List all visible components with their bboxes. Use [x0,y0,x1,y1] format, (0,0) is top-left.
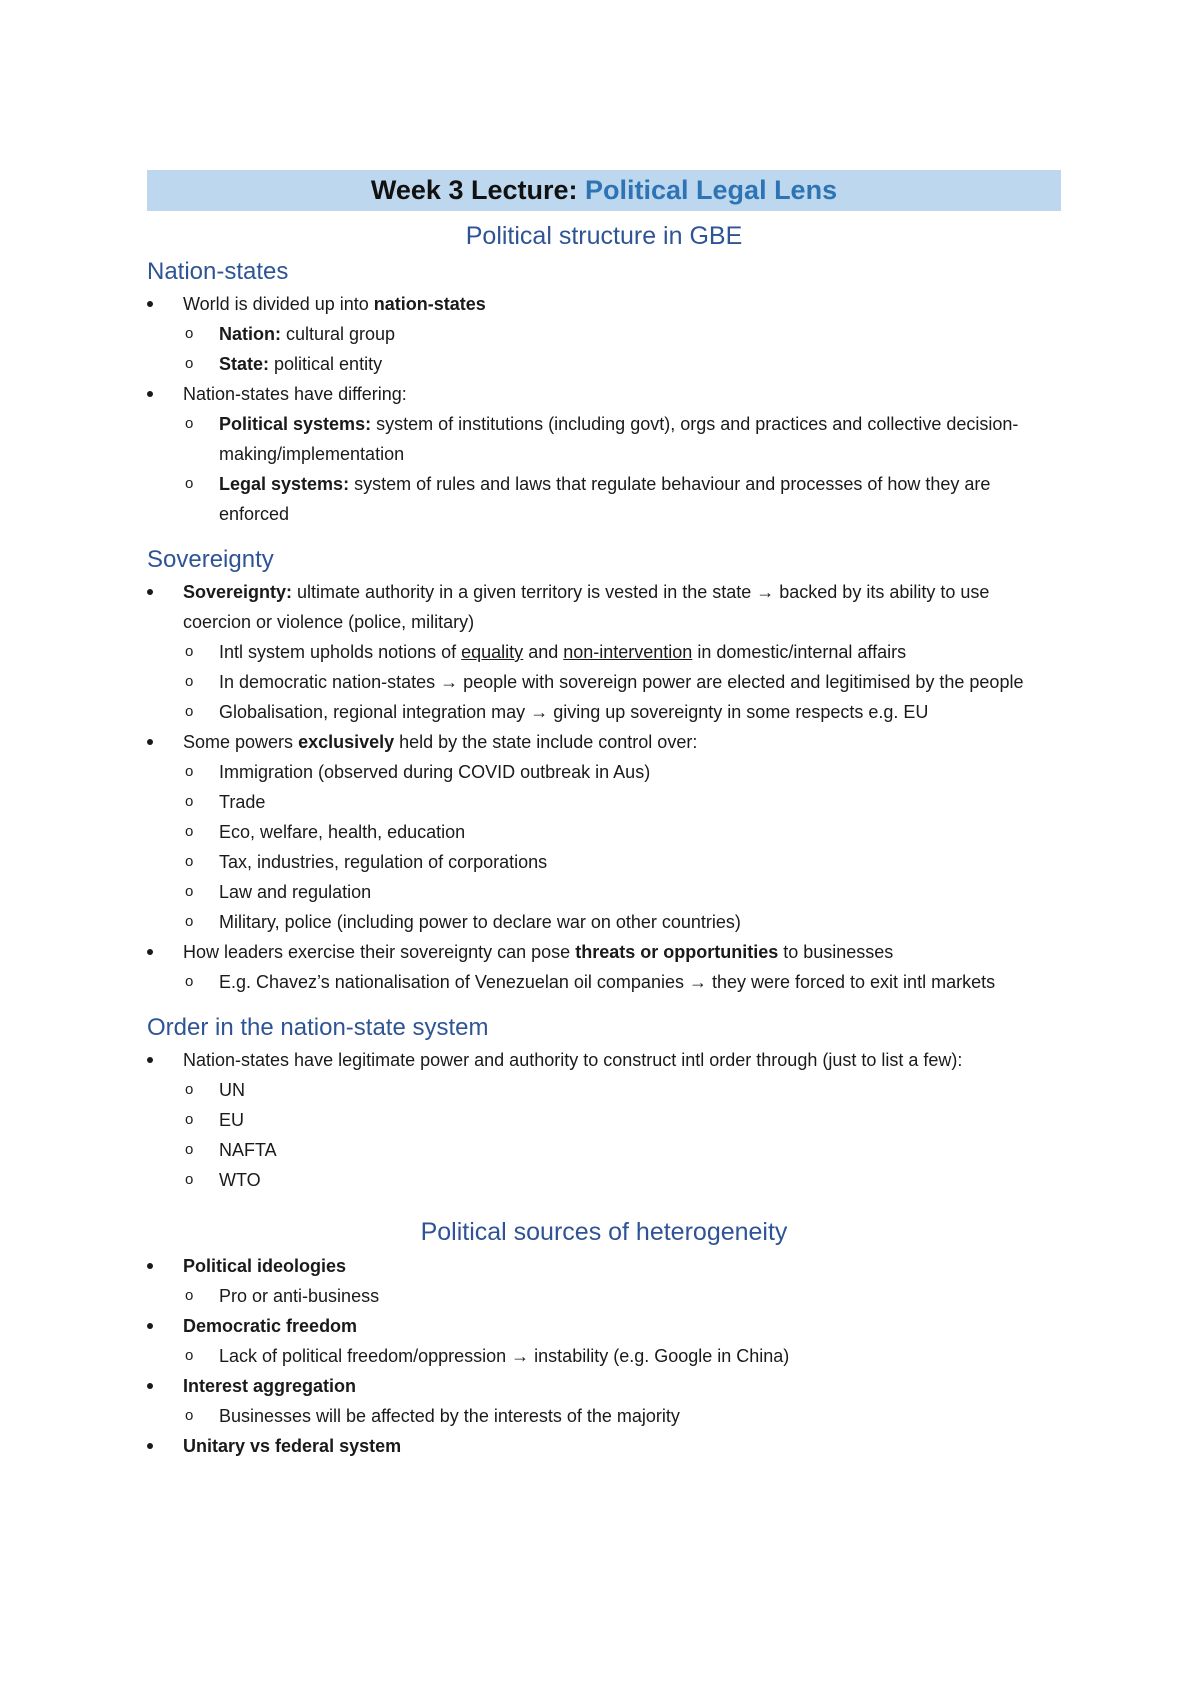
heterogeneity-list [147,1251,1061,1461]
list-item: o EU [147,1105,1061,1135]
list-item: Nation-states have differing: [147,379,1061,409]
subheading-nation-states: Nation-states [147,258,289,285]
list-item: Political ideologies [147,1251,1061,1281]
subheading-order: Order in the nation-state system [147,1014,489,1041]
list-item: Sovereignty: ultimate authority in a given territory is vested in the state → backed by its ability to use coercion or violence (police, military) [147,577,1061,637]
list-item: o Tax, industries, regulation of corporations [147,847,1061,877]
list-item: How leaders exercise their sovereignty can pose threats or opportunities to businesses [147,937,1061,967]
order-list [147,1045,1061,1195]
nation-states-list [147,289,1061,529]
list-item: World is divided up into nation-states [147,289,1061,319]
list-item: o UN [147,1075,1061,1105]
page-title [147,170,1061,211]
list-item: o Pro or anti-business [147,1281,1061,1311]
list-item: o Military, police (including power to declare war on other countries) [147,907,1061,937]
subheading-sovereignty: Sovereignty [147,546,274,573]
arrow-icon: → [511,1346,530,1366]
arrow-icon: → [530,702,549,722]
list-item: o State: political entity [147,349,1061,379]
list-item: o Nation: cultural group [147,319,1061,349]
section-heading-political-structure: Political structure in GBE [465,222,743,250]
list-item: o Legal systems: system of rules and laws that regulate behaviour and processes of how they are enforced [147,469,1061,529]
title-accent: Political Legal Lens [585,175,838,205]
list-item: Some powers exclusively held by the state include control over: [147,727,1061,757]
sovereignty-list [147,577,1061,997]
list-item: o E.g. Chavez’s nationalisation of Venezuelan oil companies → they were forced to exit intl markets [147,967,1061,997]
list-item: o Globalisation, regional integration may → giving up sovereignty in some respects e.g. EU [147,697,1061,727]
list-item: o Lack of political freedom/oppression → instability (e.g. Google in China) [147,1341,1061,1371]
list-item: o NAFTA [147,1135,1061,1165]
list-item: o Immigration (observed during COVID outbreak in Aus) [147,757,1061,787]
list-item: o Trade [147,787,1061,817]
list-item: o In democratic nation-states → people with sovereign power are elected and legitimised by the people [147,667,1061,697]
list-item: o Intl system upholds notions of equality and non-intervention in domestic/internal affairs [147,637,1061,667]
list-item: o Businesses will be affected by the interests of the majority [147,1401,1061,1431]
list-item: Nation-states have legitimate power and authority to construct intl order through (just to list a few): [147,1045,1061,1075]
title-prefix: Week 3 Lecture: [370,175,578,205]
list-item: o Law and regulation [147,877,1061,907]
arrow-icon: → [688,972,707,992]
list-item: o Eco, welfare, health, education [147,817,1061,847]
section-heading-heterogeneity: Political sources of heterogeneity [420,1218,788,1246]
arrow-icon: → [756,582,775,602]
list-item: Democratic freedom [147,1311,1061,1341]
arrow-icon: → [440,672,459,692]
list-item: o Political systems: system of institutions (including govt), orgs and practices and collective decision-making/implementation [147,409,1061,469]
document-content [147,170,1061,1461]
list-item: Interest aggregation [147,1371,1061,1401]
list-item: Unitary vs federal system [147,1431,1061,1461]
list-item: o WTO [147,1165,1061,1195]
